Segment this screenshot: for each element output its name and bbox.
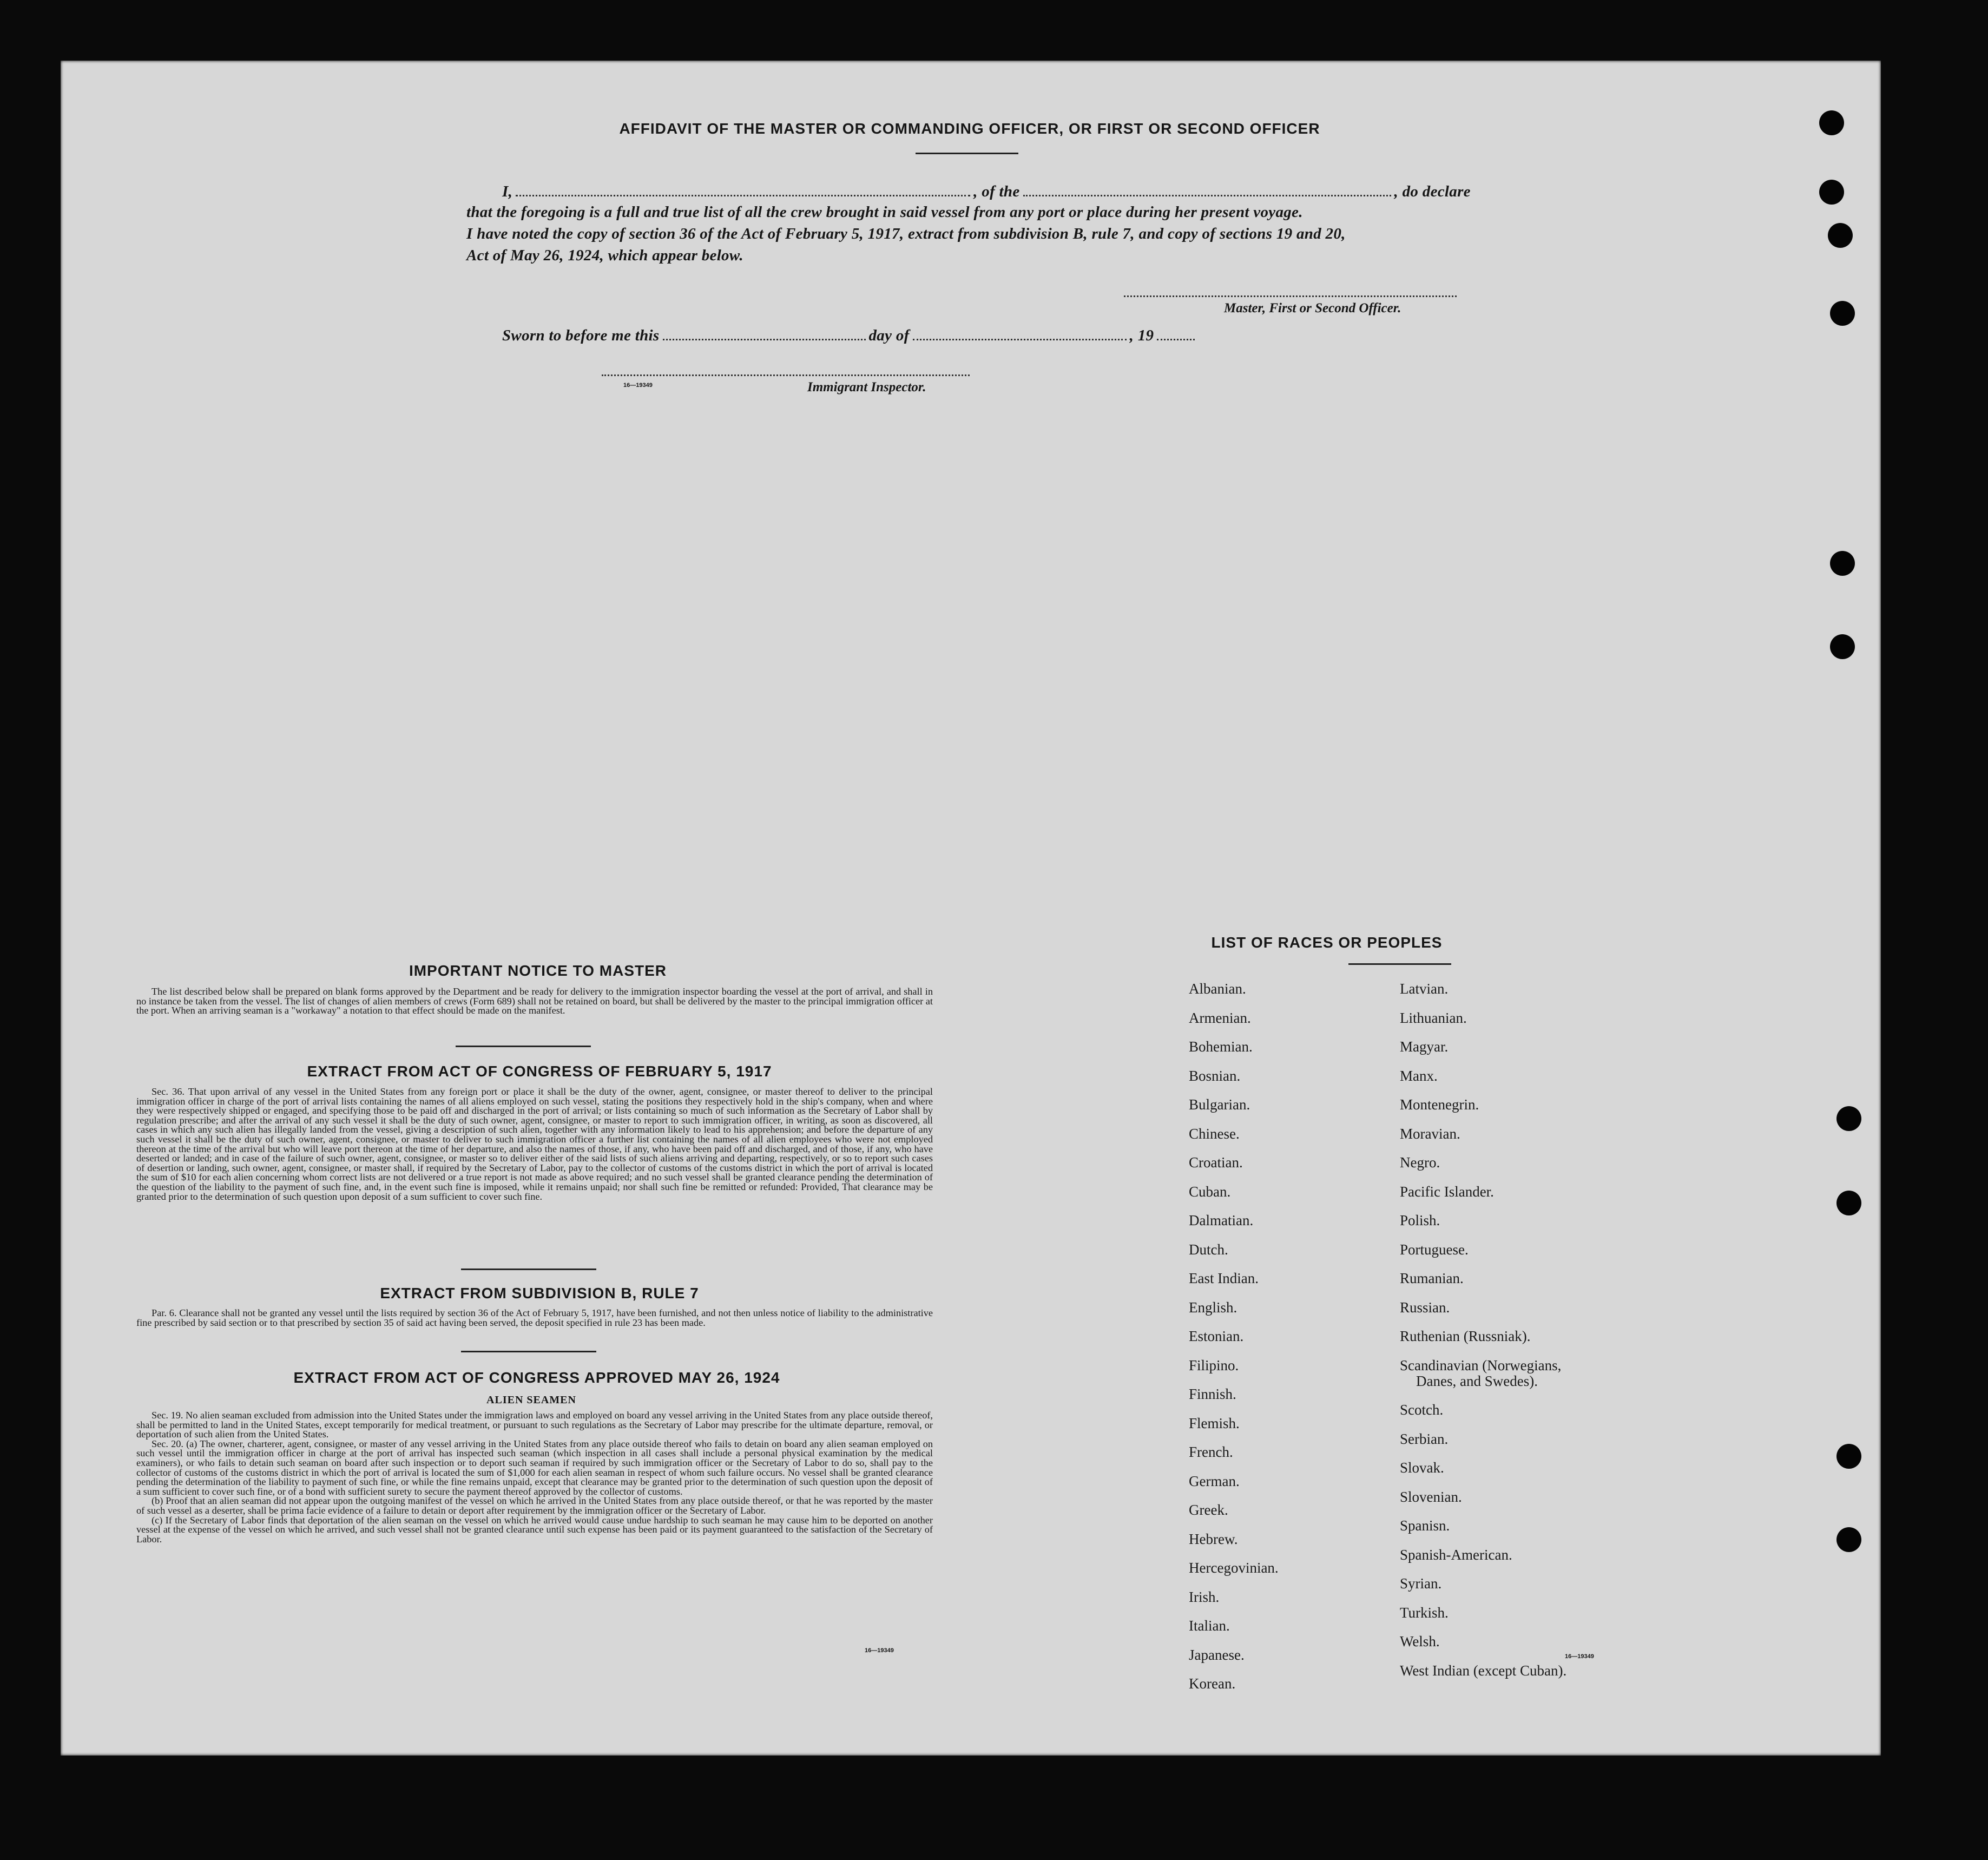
race-item: Spanish-American. [1400,1546,1512,1563]
race-item: Scandinavian (Norwegians, [1400,1357,1562,1373]
race-item: Ruthenian (Russniak). [1400,1328,1531,1344]
race-item: Latvian. [1400,981,1449,997]
affidavit-text-line: Act of May 26, 1924, which appear below. [466,247,743,264]
race-item: Flemish. [1189,1415,1240,1431]
master-signature-line [1124,295,1457,297]
race-item: Scotch. [1400,1402,1444,1418]
form-code: 16—19349 [1565,1653,1594,1660]
extract-1917-title: EXTRACT FROM ACT OF CONGRESS OF FEBRUARY 5, 1917 [307,1063,772,1080]
race-item: East Indian. [1189,1270,1259,1286]
race-item: Manx. [1400,1067,1438,1084]
race-item: Dalmatian. [1189,1212,1254,1228]
race-item: English. [1189,1299,1237,1316]
divider [456,1046,591,1047]
race-item: Korean. [1189,1675,1236,1692]
form-code: 16—19349 [623,382,653,389]
race-item: Danes, and Swedes). [1416,1372,1538,1389]
race-item: Hercegovinian. [1189,1560,1279,1576]
race-item: Turkish. [1400,1604,1449,1621]
inspector-signature-line [602,374,970,376]
divider [461,1351,596,1352]
punch-hole [1836,1191,1861,1215]
form-code: 16—19349 [865,1647,894,1654]
affidavit-text-line: I have noted the copy of section 36 of the Act of February 5, 1917, extract from subdivision B, rule 7, and copy of sections 19 and 20, [466,225,1346,242]
races-title: LIST OF RACES OR PEOPLES [1211,934,1443,951]
punch-hole [1819,110,1844,135]
race-item: Slovenian. [1400,1488,1462,1505]
race-item: Japanese. [1189,1646,1245,1663]
extract-rule7-text: Par. 6. Clearance shall not be granted any vessel until the lists required by section 36 of the Act of February 5, 1917, have been furnished, and not then unless notice of liability to the administrative fine prescribed by said section or to that prescribed by section 35 of said act having been served, the deposit specified in rule 23 has been made. [136,1307,933,1328]
race-item: Polish. [1400,1212,1440,1228]
race-item: Filipino. [1189,1357,1239,1373]
race-item: Bosnian. [1189,1067,1241,1084]
race-item: Chinese. [1189,1125,1240,1142]
race-item: Lithuanian. [1400,1009,1467,1026]
divider [916,153,1018,154]
race-item: West Indian (except Cuban). [1400,1662,1567,1679]
race-item: Serbian. [1400,1430,1449,1447]
sworn-line: Sworn to before me this day of , 19 [502,326,1198,345]
race-item: Moravian. [1400,1125,1460,1142]
punch-hole [1836,1106,1861,1131]
punch-hole [1836,1444,1861,1469]
race-item: Cuban. [1189,1183,1231,1200]
race-item: Spanisn. [1400,1517,1450,1534]
race-item: Pacific Islander. [1400,1183,1494,1200]
race-item: Greek. [1189,1502,1228,1518]
extract-1924-title: EXTRACT FROM ACT OF CONGRESS APPROVED MAY 26, 1924 [293,1369,780,1386]
divider [1348,963,1451,965]
race-item: Slovak. [1400,1460,1444,1476]
punch-hole [1819,180,1844,205]
race-item: Dutch. [1189,1241,1228,1258]
race-item: Armenian. [1189,1009,1251,1026]
race-item: French. [1189,1444,1233,1460]
race-item: Italian. [1189,1618,1230,1634]
punch-hole [1836,1527,1861,1552]
race-item: German. [1189,1473,1240,1489]
notice-text: The list described below shall be prepared on blank forms approved by the Department and be ready for delivery to the immigration inspector boarding the vessel at the port of arrival, and shall in no instance be taken from the vessel. The list of changes of alien members of crews (Form 689) shall not be retained on board, but shall be delivered by the master to the principal immigration officer at the port. When an arriving seaman is a "workaway" a notation to that effect should be made on the manifest. [136,986,933,1016]
race-item: Portuguese. [1400,1241,1469,1258]
extract-1924-text: Sec. 19. No alien seaman excluded from admission into the United States under the immigration laws and employed on board any vessel arriving in the United States from any place outside thereof, shall be permitted to land in the United States, except temporarily for medical treatment, or pursuant to such regulations as the Secretary of Labor may prescribe for the ultimate departure, removal, or deportation of such alien from the United States. Sec. 20. (a) The owner, charterer, agent, consignee, or master of any vessel arriving in the United States from any place outside thereof who fails to detain on board any alien seaman employed on such vessel until the immigration officer in charge at the port of arrival has inspected such seaman (which inspection in all cases shall include a personal physical examination by the medical examiners), or who fails to detain such seaman on board after such inspection or to deport such seaman if required by such immigration officer or the Secretary of Labor to do so, shall pay to the collector of customs of the customs district in which the port of arrival is located the sum of $1,000 for each alien seaman in respect of whom such failure occurs. No vessel shall be granted clearance pending the determination of the liability to payment of such fine, or while the fine remains unpaid, except that clearance may be granted prior to the determination of such question upon the deposit of a sum sufficient to cover such fine, or of a bond with sufficient surety to secure the payment thereof approved by the collector of customs. (b) Proof that an alien seaman did not appear upon the outgoing manifest of the vessel on which he arrived in the United States from any place outside thereof, or that he was reported by the master of such vessel as a deserter, shall be prima facie evidence of a failure to detain or deport after requirement by the immigration officer or the Secretary of Labor. (c) If the Secretary of Labor finds that deportation of the alien seaman on the vessel on which he arrived would cause undue hardship to such seaman he may cause him to be deported on another vessel at the expense of the vessel on which he arrived, and such vessel shall not be granted clearance until such expense has been paid or its payment guaranteed to the satisfaction of the Secretary of Labor. [136,1410,933,1544]
race-item: Welsh. [1400,1633,1440,1650]
affidavit-declaration-line: I, , of the , do declare [502,183,1471,200]
race-item: Bohemian. [1189,1039,1253,1055]
race-item: Negro. [1400,1154,1440,1171]
document-page [61,61,1881,1756]
notice-title: IMPORTANT NOTICE TO MASTER [409,962,667,979]
race-item: Montenegrin. [1400,1096,1479,1113]
race-item: Bulgarian. [1189,1096,1250,1113]
race-item: Rumanian. [1400,1270,1464,1286]
affidavit-title: AFFIDAVIT OF THE MASTER OR COMMANDING OFFICER, OR FIRST OR SECOND OFFICER [619,120,1320,137]
inspector-signature-label: Immigrant Inspector. [807,380,926,395]
extract-rule7-title: EXTRACT FROM SUBDIVISION B, RULE 7 [380,1285,699,1302]
punch-hole [1828,223,1853,248]
master-signature-label: Master, First or Second Officer. [1224,301,1401,316]
affidavit-text-line: that the foregoing is a full and true list of all the crew brought in said vessel from any port or place during her present voyage. [466,203,1303,221]
race-item: Finnish. [1189,1386,1236,1402]
punch-hole [1830,551,1855,576]
race-item: Magyar. [1400,1039,1449,1055]
divider [461,1269,596,1270]
race-item: Syrian. [1400,1575,1442,1592]
punch-hole [1830,634,1855,659]
race-item: Albanian. [1189,981,1246,997]
race-item: Irish. [1189,1588,1220,1605]
race-item: Hebrew. [1189,1530,1238,1547]
race-item: Estonian. [1189,1328,1244,1344]
race-item: Russian. [1400,1299,1450,1316]
race-item: Croatian. [1189,1154,1243,1171]
alien-seamen-subtitle: ALIEN SEAMEN [486,1394,576,1406]
extract-1917-text: Sec. 36. That upon arrival of any vessel in the United States from any foreign port or place it shall be the duty of the owner, agent, consignee, or master thereof to deliver to the principal immigration officer in charge of the port of arrival lists containing the names of all aliens employed on such vessel, stating the positions they respectively hold in the ship's company, when and where they were respectively shipped or engaged, and specifying those to be paid off and discharged in the port of arrival; or lists containing so much of such information as the Secretary of Labor shall by regulation prescribe; and after the arrival of any such vessel it shall be the duty of such owner, agent, consignee, or master to report to such immigration officer, in writing, as soon as discovered, all cases in which any such alien has illegally landed from the vessel, giving a description of such alien, together with any information likely to lead to his apprehension; and before the departure of any such vessel it shall be the duty of such owner, agent, consignee, or master to deliver to such immigration officer a further list containing the names of all alien employees who were not employed thereon at the time of the arrival but who will leave port thereon at the time of her departure, and also the names of those, if any, who have been paid off and discharged, and of those, if any, who have deserted or landed; and in case of the failure of such owner, agent, consignee, or master so to deliver either of the said lists of such aliens arriving and departing, respectively, or so to report such cases of desertion or landing, such owner, agent, consignee, or master shall, if required by the Secretary of Labor, pay to the collector of customs of the customs district in which the port of arrival is located the sum of $10 for each alien concerning whom correct lists are not delivered or a true report is not made as above required; and no such vessel shall be granted clearance pending the determination of the question of the liability to the payment of such fine, and, in the event such fine is imposed, while it remains unpaid; nor shall such fine be remitted or refunded: Provided, That clearance may be granted prior to the determination of such question upon deposit of a sum sufficient to cover such fine. [136,1086,933,1202]
punch-hole [1830,301,1855,326]
